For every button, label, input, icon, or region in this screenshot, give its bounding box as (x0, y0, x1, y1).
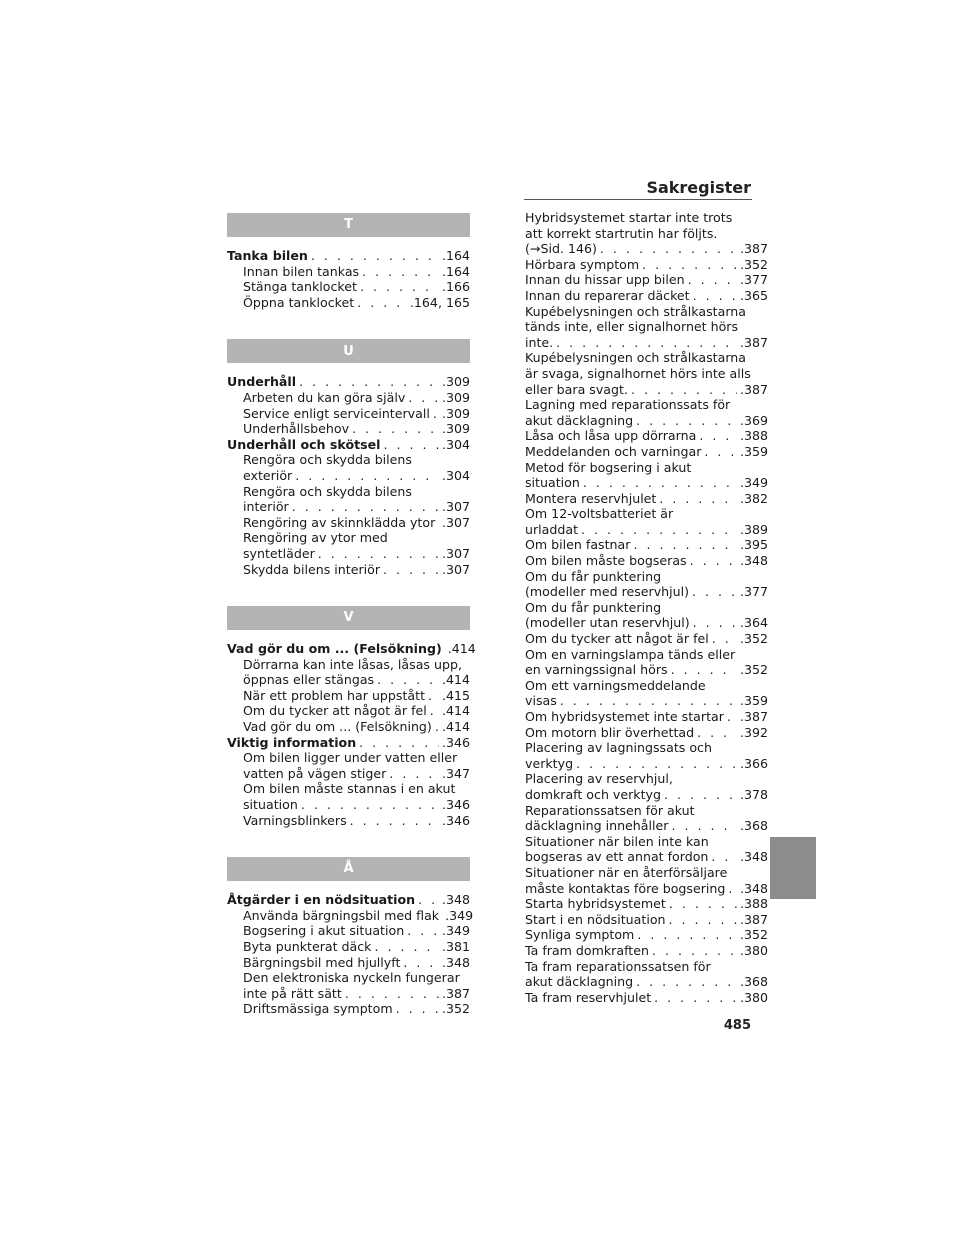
index-entry: Meddelanden och varningar . . . .359 (525, 444, 768, 460)
index-subentry: Skydda bilens interiör . . . .307 (227, 562, 470, 578)
index-entry: akut däcklagning . . . .369 (525, 413, 768, 429)
letter-header-v: V (227, 606, 470, 630)
index-entry: Synliga symptom . . . .352 (525, 927, 768, 943)
index-entry: Underhåll . . . .309 (227, 374, 470, 390)
index-entry: akut däcklagning . . . .368 (525, 974, 768, 990)
index-entry: Innan du reparerar däcket . . . .365 (525, 288, 768, 304)
index-entry: verktyg . . . .366 (525, 756, 768, 772)
index-subentry: Varningsblinkers . . . .346 (227, 813, 470, 829)
index-subentry: Använda bärgningsbil med flak .349 (243, 907, 474, 923)
letter-header-a-ring: Å (227, 857, 470, 881)
index-subentry: Underhållsbehov . . . .309 (227, 421, 470, 437)
index-entry: måste kontaktas före bogsering . . . .348 (525, 881, 768, 897)
index-column-right (525, 210, 768, 1005)
index-subentry: Stänga tanklocket . . . .166 (227, 279, 470, 295)
index-subentry: Rengöring av skinnklädda ytor . . . .307 (227, 515, 470, 531)
index-entry: Montera reservhjulet . . . .382 (525, 491, 768, 507)
index-entry-line: Situationer när bilen inte kan (525, 833, 709, 849)
index-entry: Start i en nödsituation . . . .387 (525, 912, 768, 928)
index-entry: (modeller utan reservhjul) . . . .364 (525, 615, 768, 631)
index-entry-line: att korrekt startrutin har följts. (525, 225, 718, 241)
index-entry-line: Lagning med reparationssats för (525, 397, 731, 413)
index-subentry-line: Dörrarna kan inte låsas, låsas upp, (243, 656, 462, 672)
index-subentry: Bogsering i akut situation . . . .349 (227, 923, 470, 939)
index-entry: visas . . . .359 (525, 693, 768, 709)
index-subentry: Om du tycker att något är fel . . . .414 (227, 703, 470, 719)
index-subentry: interiör . . . .307 (227, 499, 470, 515)
index-subentry: Öppna tanklocket . . . .164, 165 (227, 295, 470, 311)
index-entry-line: Placering av reservhjul, (525, 771, 673, 787)
index-entry: Innan du hissar upp bilen . . . .377 (525, 272, 768, 288)
index-subentry-line: Den elektroniska nyckeln fungerar (243, 970, 460, 986)
index-subentry: Bärgningsbil med hjullyft . . . .348 (227, 955, 470, 971)
index-subentry: syntetläder . . . .307 (227, 546, 470, 562)
index-entry-line: Om 12-voltsbatteriet är (525, 506, 674, 522)
index-entry: Om bilen måste bogseras . . . .348 (525, 553, 768, 569)
index-subentry: situation . . . .346 (227, 797, 470, 813)
index-entry: (modeller med reservhjul) . . . .377 (525, 584, 768, 600)
letter-header-t: T (227, 213, 470, 237)
index-entry-line: Reparationssatsen för akut (525, 802, 695, 818)
index-entry-line: är svaga, signalhornet hörs inte alls (525, 365, 751, 381)
index-entry: inte. . . . .387 (525, 335, 768, 351)
index-entry-line: Ta fram reparationssatsen för (525, 958, 711, 974)
index-entry: bogseras av ett annat fordon . . . .348 (525, 849, 768, 865)
index-entry: Starta hybridsystemet . . . .388 (525, 896, 768, 912)
index-entry: eller bara svagt. . . . .387 (525, 382, 768, 398)
index-subentry: exteriör . . . .304 (227, 468, 470, 484)
index-entry: en varningssignal hörs . . . .352 (525, 662, 768, 678)
index-entry-line: Om du får punktering (525, 599, 662, 615)
page-number: 485 (723, 1018, 751, 1033)
index-entry: domkraft och verktyg . . . .378 (525, 787, 768, 803)
index-entry: Ta fram reservhjulet . . . .380 (525, 990, 768, 1006)
index-entry-line: Kupébelysningen och strålkastarna (525, 303, 746, 319)
index-entry: Om bilen fastnar . . . .395 (525, 537, 768, 553)
index-entry: däcklagning innehåller . . . .368 (525, 818, 768, 834)
index-subentry-line: Rengöra och skydda bilens (243, 452, 412, 468)
index-entry: Tanka bilen . . . .164 (227, 248, 470, 264)
index-subentry-line: Rengöring av ytor med (243, 530, 388, 546)
index-subentry: inte på rätt sätt . . . .387 (227, 986, 470, 1002)
index-column-left (227, 213, 476, 1017)
index-entry-line: Hybridsystemet startar inte trots (525, 210, 733, 225)
index-entry: Underhåll och skötsel . . . .304 (227, 437, 470, 453)
page-header-title: Sakregister (646, 178, 751, 197)
index-subentry: Service enligt serviceintervall . . . .309 (227, 406, 470, 422)
index-subentry: Innan bilen tankas . . . .164 (227, 264, 470, 280)
index-entry-line: Kupébelysningen och strålkastarna (525, 350, 746, 366)
section-thumb-tab (770, 837, 816, 899)
letter-header-u: U (227, 339, 470, 363)
index-entry: Om hybridsystemet inte startar . . . .387 (525, 709, 768, 725)
index-entry: situation . . . .349 (525, 475, 768, 491)
index-entry: Viktig information . . . .346 (227, 735, 470, 751)
index-entry: urladdat . . . .389 (525, 522, 768, 538)
index-entry-line: Om en varningslampa tänds eller (525, 646, 736, 662)
index-subentry: Byta punkterat däck . . . .381 (227, 939, 470, 955)
index-entry: Åtgärder i en nödsituation . . . .348 (227, 892, 470, 908)
index-entry-line: Placering av lagningssats och (525, 740, 712, 756)
index-entry: Ta fram domkraften . . . .380 (525, 943, 768, 959)
index-subentry: Arbeten du kan göra själv . . . .309 (227, 390, 470, 406)
index-entry: Låsa och låsa upp dörrarna . . . .388 (525, 428, 768, 444)
index-subentry: vatten på vägen stiger . . . .347 (227, 766, 470, 782)
index-subentry: Vad gör du om ... (Felsökning) . . . .414 (227, 719, 470, 735)
index-entry: Vad gör du om ... (Felsökning) .414 (227, 641, 476, 657)
index-entry: Hörbara symptom . . . .352 (525, 257, 768, 273)
index-subentry-line: Om bilen måste stannas i en akut (243, 781, 456, 797)
index-entry-line: Om du får punktering (525, 568, 662, 584)
index-subentry: Driftsmässiga symptom . . . .352 (227, 1001, 470, 1017)
index-subentry-line: Om bilen ligger under vatten eller (243, 750, 458, 766)
header-rule (524, 199, 752, 200)
index-subentry-line: Rengöra och skydda bilens (243, 483, 412, 499)
index-entry: Om motorn blir överhettad . . . .392 (525, 725, 768, 741)
index-entry: Om du tycker att något är fel . . . .352 (525, 631, 768, 647)
index-subentry: öppnas eller stängas . . . .414 (227, 672, 470, 688)
index-entry-line: tänds inte, eller signalhornet hörs (525, 319, 739, 335)
index-entry: (→Sid. 146) . . . .387 (525, 241, 768, 257)
index-entry-line: Metod för bogsering i akut (525, 459, 692, 475)
index-subentry: När ett problem har uppstått . . . .415 (227, 688, 470, 704)
index-entry-line: Situationer när en återförsäljare (525, 864, 728, 880)
index-entry-line: Om ett varningsmeddelande (525, 677, 706, 693)
